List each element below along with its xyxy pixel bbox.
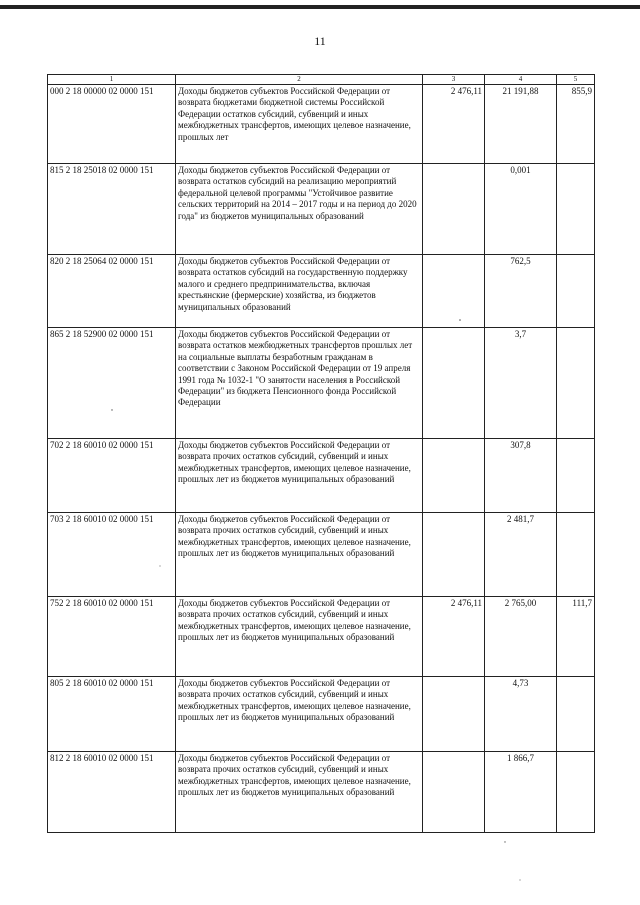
code-cell: 000 2 18 00000 02 0000 151: [48, 85, 176, 164]
code-cell: 815 2 18 25018 02 0000 151: [48, 164, 176, 255]
col4-value-cell: 4,73: [485, 677, 557, 752]
description-cell: Доходы бюджетов субъектов Российской Федерации от возврата остатков субсидий на реализацию мероприятий федеральной целевой программы "Устойчивое развитие сельских территорий на 2014 – 2017 годы и на период до 2020 года" из бюджетов муниципальных образований: [176, 164, 423, 255]
col4-value-cell: 2 765,00: [485, 597, 557, 677]
col4-value-cell: 307,8: [485, 439, 557, 513]
code-cell: 752 2 18 60010 02 0000 151: [48, 597, 176, 677]
col3-value-cell: 2 476,11: [423, 597, 485, 677]
code-cell: 820 2 18 25064 02 0000 151: [48, 255, 176, 328]
description-cell: Доходы бюджетов субъектов Российской Федерации от возврата прочих остатков субсидий, субвенций и иных межбюджетных трансфертов, имеющих целевое назначение, прошлых лет из бюджетов муниципальных образований: [176, 513, 423, 597]
col4-value-cell: 2 481,7: [485, 513, 557, 597]
description-cell: Доходы бюджетов субъектов Российской Федерации от возврата бюджетами бюджетной системы Российской Федерации остатков субсидий, субвенций и иных межбюджетных трансфертов, имеющих целевое назначение, прошлых лет: [176, 85, 423, 164]
code-cell: 812 2 18 60010 02 0000 151: [48, 752, 176, 833]
header-cell-col3: 3: [423, 75, 485, 85]
header-cell-code: 1: [48, 75, 176, 85]
header-cell-col5: 5: [557, 75, 595, 85]
col5-value-cell: 855,9: [557, 85, 595, 164]
description-cell: Доходы бюджетов субъектов Российской Федерации от возврата остатков межбюджетных трансфертов прошлых лет на социальные выплаты безработным гражданам в соответствии с Законом Российской Федерации от 19 апреля 1991 года № 1032-1 "О занятости населения в Российской Федерации" из бюджета Пенсионного фонда Российской Федерации: [176, 328, 423, 439]
code-cell: 702 2 18 60010 02 0000 151: [48, 439, 176, 513]
description-cell: Доходы бюджетов субъектов Российской Федерации от возврата прочих остатков субсидий, субвенций и иных межбюджетных трансфертов, имеющих целевое назначение, прошлых лет из бюджетов муниципальных образований: [176, 439, 423, 513]
col4-value-cell: 3,7: [485, 328, 557, 439]
header-cell-description: 2: [176, 75, 423, 85]
col4-value-cell: 1 866,7: [485, 752, 557, 833]
code-cell: 865 2 18 52900 02 0000 151: [48, 328, 176, 439]
header-cell-col4: 4: [485, 75, 557, 85]
description-cell: Доходы бюджетов субъектов Российской Федерации от возврата прочих остатков субсидий, субвенций и иных межбюджетных трансфертов, имеющих целевое назначение, прошлых лет из бюджетов муниципальных образований: [176, 677, 423, 752]
code-cell: 805 2 18 60010 02 0000 151: [48, 677, 176, 752]
code-cell: 703 2 18 60010 02 0000 151: [48, 513, 176, 597]
col4-value-cell: 21 191,88: [485, 85, 557, 164]
description-cell: Доходы бюджетов субъектов Российской Федерации от возврата прочих остатков субсидий, субвенций и иных межбюджетных трансфертов, имеющих целевое назначение, прошлых лет из бюджетов муниципальных образований: [176, 752, 423, 833]
col4-value-cell: 762,5: [485, 255, 557, 328]
col4-value-cell: 0,001: [485, 164, 557, 255]
col5-value-cell: 111,7: [557, 597, 595, 677]
description-cell: Доходы бюджетов субъектов Российской Федерации от возврата остатков субсидий на государственную поддержку малого и среднего предпринимательства, включая крестьянские (фермерские) хозяйства, из бюджетов муниципальных образований: [176, 255, 423, 328]
col3-value-cell: 2 476,11: [423, 85, 485, 164]
description-cell: Доходы бюджетов субъектов Российской Федерации от возврата прочих остатков субсидий, субвенций и иных межбюджетных трансфертов, имеющих целевое назначение, прошлых лет из бюджетов муниципальных образований: [176, 597, 423, 677]
page-number: 11: [314, 34, 326, 48]
